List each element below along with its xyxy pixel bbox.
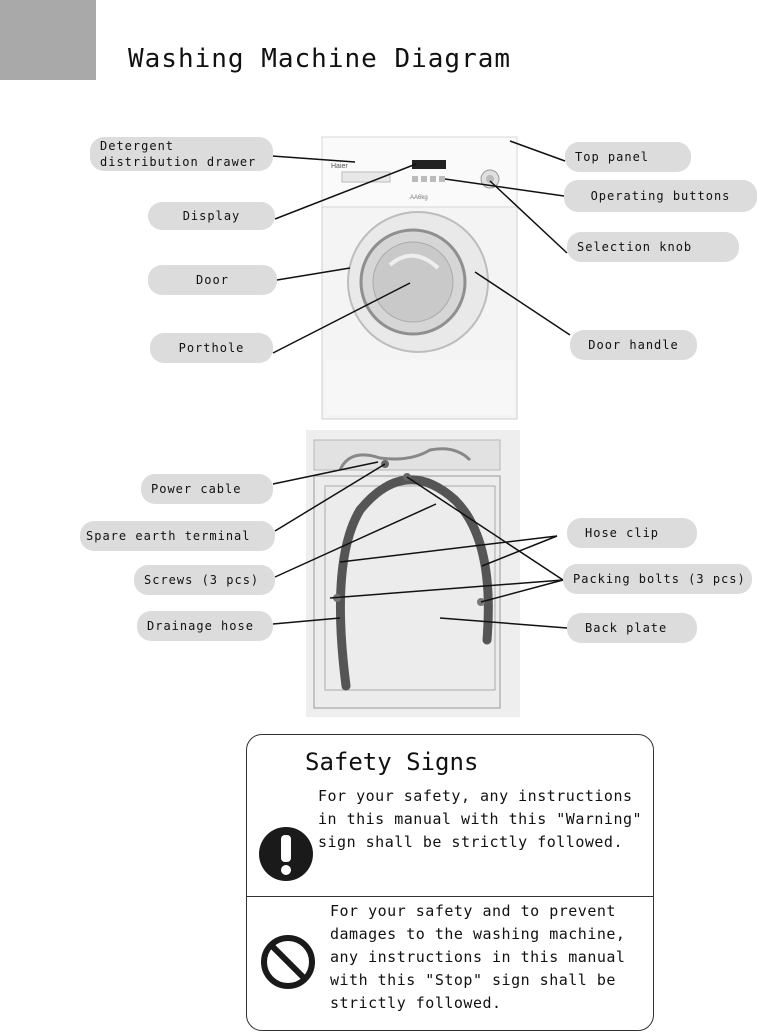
label-back-plate: Back plate bbox=[567, 613, 697, 643]
exclamation-circle-icon bbox=[258, 826, 314, 882]
back-view-photo bbox=[306, 430, 520, 717]
safety-title: Safety Signs bbox=[305, 748, 479, 776]
model-print: AA6kg bbox=[410, 195, 428, 201]
label-door-handle: Door handle bbox=[570, 330, 697, 360]
label-selection-knob: Selection knob bbox=[567, 232, 739, 262]
label-power-cable: Power cable bbox=[141, 474, 273, 504]
label-porthole: Porthole bbox=[150, 333, 273, 363]
label-packing-bolts: Packing bolts (3 pcs) bbox=[563, 564, 752, 594]
warning-sign-text: For your safety, any instructions in this manual with this "Warning" sign shall be strictly followed. bbox=[318, 787, 643, 851]
label-hose-clip: Hose clip bbox=[567, 518, 697, 548]
label-top-panel: Top panel bbox=[565, 142, 691, 172]
front-view-photo bbox=[322, 137, 517, 419]
stop-sign-text: For your safety and to prevent damages to the washing machine, any instructions in this manual with this "Stop" sign shall be strictly followed. bbox=[330, 902, 626, 1012]
label-screws: Screws (3 pcs) bbox=[134, 565, 275, 595]
label-detergent-drawer: Detergent distribution drawer bbox=[90, 137, 273, 171]
label-display: Display bbox=[148, 202, 275, 230]
prohibition-icon bbox=[260, 934, 316, 990]
brand-logo-text: Haier bbox=[331, 163, 348, 170]
label-operating-buttons: Operating buttons bbox=[564, 180, 757, 212]
label-spare-earth-terminal: Spare earth terminal bbox=[80, 521, 275, 551]
label-door: Door bbox=[148, 265, 277, 295]
safety-divider bbox=[246, 896, 654, 897]
page-title: Washing Machine Diagram bbox=[128, 44, 512, 74]
label-drainage-hose: Drainage hose bbox=[137, 611, 273, 641]
